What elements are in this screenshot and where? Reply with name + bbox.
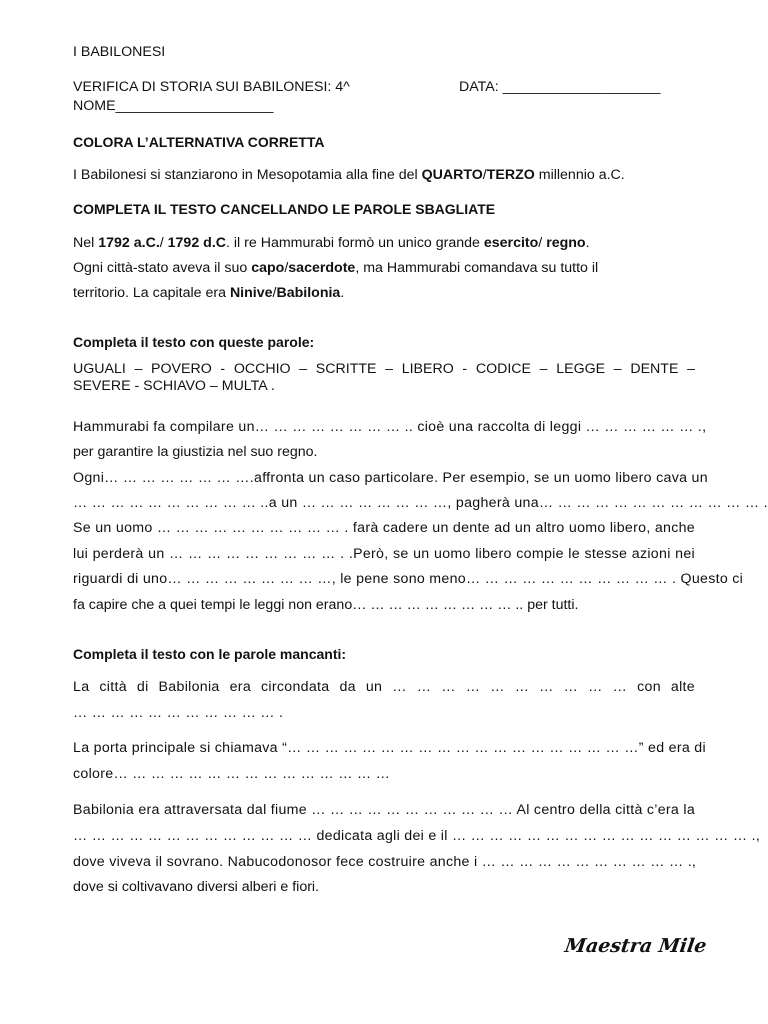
section3-heading: Completa il testo con queste parole:	[73, 334, 315, 350]
option-quarto: QUARTO	[421, 167, 483, 183]
question-3-line2: … … … … … … … … … … … … … dedicata agli dei e il … … … … … … … … … … … … … … … … .,	[73, 828, 761, 844]
question-3-line1: Babilonia era attraversata dal fiume … … … … … … … … … … … Al centro della città c’era la	[73, 802, 696, 818]
signature: Maestra Mile	[563, 935, 708, 957]
question-3-line3: dove viveva il sovrano. Nabucodonosor fece costruire anche i … … … … … … … … … … … .,	[73, 854, 697, 870]
question-2-line1: La porta principale si chiamava “… … … … … … … … … … … … … … … … … … …” ed era di	[73, 740, 706, 756]
fill-line-5: Se un uomo … … … … … … … … … … . farà cadere un dente ad un altro uomo libero, anche	[73, 520, 695, 536]
question-3-line4: dove si coltivavano diversi alberi e fiori.	[73, 879, 320, 895]
question-2-line2: colore… … … … … … … … … … … … … … …	[73, 766, 391, 782]
section4-heading: Completa il testo con le parole mancanti:	[73, 646, 347, 662]
word-bank-line2: SEVERE - SCHIAVO – MULTA .	[73, 378, 275, 394]
date-field: DATA: ____________________	[459, 79, 661, 95]
option-terzo: TERZO	[486, 167, 535, 183]
section1-heading: COLORA L’ALTERNATIVA CORRETTA	[73, 134, 325, 150]
fill-line-7: riguardi di uno… … … … … … … … …, le pene sono meno… … … … … … … … … … … . Questo ci	[73, 571, 744, 587]
question-1-line1: La città di Babilonia era circondata da un … … … … … … … … … … con alte	[73, 679, 695, 695]
fill-line-1: Hammurabi fa compilare un… … … … … … … … .. cioè una raccolta di leggi … … … … … … .,	[73, 419, 707, 435]
word-bank-line1: UGUALI – POVERO - OCCHIO – SCRITTE – LIBERO - CODICE – LEGGE – DENTE –	[73, 361, 695, 377]
section2-line2: Ogni città-stato aveva il suo capo/sacerdote, ma Hammurabi comandava su tutto il	[73, 260, 599, 276]
test-header-line	[73, 78, 695, 96]
fill-line-3: Ogni… … … … … … … ….affronta un caso particolare. Per esempio, se un uomo libero cava un	[73, 470, 708, 486]
page-title: I BABILONESI	[73, 44, 166, 60]
section2-heading: COMPLETA IL TESTO CANCELLANDO LE PAROLE SBAGLIATE	[73, 201, 496, 217]
section2-line1: Nel 1792 a.C./ 1792 d.C. il re Hammurabi formò un unico grande esercito/ regno.	[73, 235, 590, 251]
section1-text: I Babilonesi si stanziarono in Mesopotamia alla fine del QUARTO/TERZO millennio a.C.	[73, 167, 625, 183]
fill-line-8: fa capire che a quei tempi le leggi non erano… … … … … … … … … .. per tutti.	[73, 597, 579, 613]
question-1-line2: … … … … … … … … … … … .	[73, 705, 284, 721]
fill-line-6: lui perderà un … … … … … … … … … . .Però, se un uomo libero compie le stesse azioni nei	[73, 546, 695, 562]
fill-line-2: per garantire la giustizia nel suo regno.	[73, 444, 318, 460]
section2-line3: territorio. La capitale era Ninive/Babilonia.	[73, 285, 345, 301]
name-field: NOME____________________	[73, 98, 274, 114]
verifica-label: VERIFICA DI STORIA SUI BABILONESI: 4^	[73, 79, 350, 95]
fill-line-4: … … … … … … … … … … ..a un … … … … … … … …, pagherà una… … … … … … … … … … … … .	[73, 495, 768, 511]
